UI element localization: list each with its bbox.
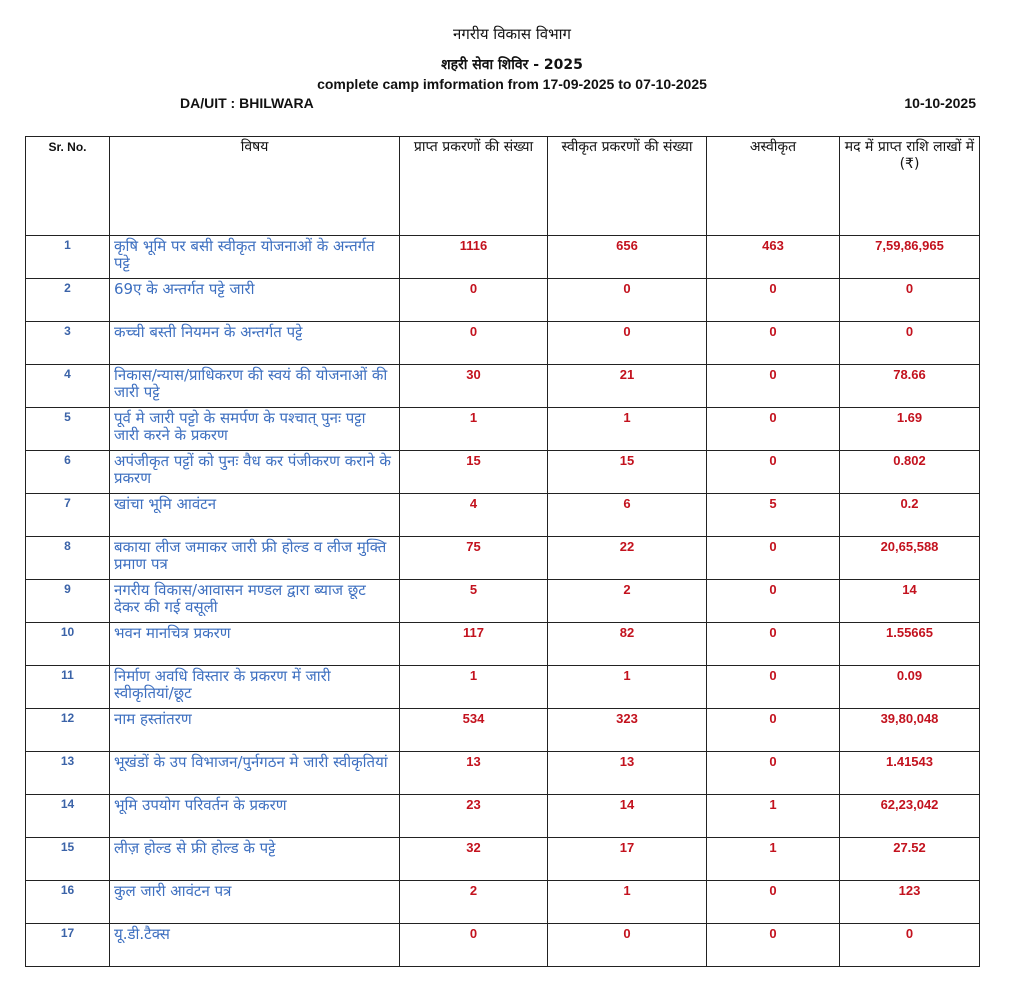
- serial-number: 4: [26, 365, 110, 408]
- table-header-row: [26, 137, 980, 236]
- col-header-approved: स्वीकृत प्रकरणों की संख्या: [548, 137, 707, 236]
- received-count: 1: [400, 408, 548, 451]
- subject-cell: अपंजीकृत पट्टों को पुनः वैध कर पंजीकरण कराने के प्रकरण: [110, 451, 400, 494]
- table-row: [26, 365, 980, 408]
- approved-count: 0: [548, 924, 707, 967]
- rejected-count: 0: [707, 451, 840, 494]
- rejected-count: 0: [707, 666, 840, 709]
- table-row: [26, 709, 980, 752]
- serial-number: 5: [26, 408, 110, 451]
- table-row: [26, 666, 980, 709]
- rejected-count: 0: [707, 752, 840, 795]
- received-count: 32: [400, 838, 548, 881]
- table-row: [26, 752, 980, 795]
- subject-cell: 69ए के अन्तर्गत पट्टे जारी: [110, 279, 400, 322]
- received-count: 4: [400, 494, 548, 537]
- table-row: [26, 580, 980, 623]
- approved-count: 323: [548, 709, 707, 752]
- subject-cell: भवन मानचित्र प्रकरण: [110, 623, 400, 666]
- rejected-count: 5: [707, 494, 840, 537]
- rejected-count: 0: [707, 365, 840, 408]
- received-count: 0: [400, 279, 548, 322]
- rejected-count: 0: [707, 279, 840, 322]
- subject-cell: निर्माण अवधि विस्तार के प्रकरण में जारी स्वीकृतियां/छूट: [110, 666, 400, 709]
- received-count: 2: [400, 881, 548, 924]
- approved-count: 1: [548, 666, 707, 709]
- table-row: [26, 494, 980, 537]
- amount-value: 78.66: [840, 365, 980, 408]
- approved-count: 656: [548, 236, 707, 279]
- serial-number: 1: [26, 236, 110, 279]
- subject-cell: भूखंडों के उप विभाजन/पुर्नगठन मे जारी स्वीकृतियां: [110, 752, 400, 795]
- serial-number: 7: [26, 494, 110, 537]
- approved-count: 15: [548, 451, 707, 494]
- approved-count: 13: [548, 752, 707, 795]
- rejected-count: 1: [707, 838, 840, 881]
- serial-number: 3: [26, 322, 110, 365]
- subject-cell: लीज़ होल्ड से फ्री होल्ड के पट्टे: [110, 838, 400, 881]
- report-date: 10-10-2025: [904, 95, 976, 111]
- amount-value: 0.09: [840, 666, 980, 709]
- serial-number: 17: [26, 924, 110, 967]
- department-title: नगरीय विकास विभाग: [453, 25, 571, 43]
- amount-value: 1.55665: [840, 623, 980, 666]
- amount-value: 0: [840, 924, 980, 967]
- da-uit-label: DA/UIT : BHILWARA: [180, 95, 314, 111]
- table-row: [26, 537, 980, 580]
- rejected-count: 1: [707, 795, 840, 838]
- subject-cell: नगरीय विकास/आवासन मण्डल द्वारा ब्याज छूट देकर की गई वसूली: [110, 580, 400, 623]
- approved-count: 0: [548, 279, 707, 322]
- serial-number: 15: [26, 838, 110, 881]
- approved-count: 0: [548, 322, 707, 365]
- serial-number: 16: [26, 881, 110, 924]
- received-count: 117: [400, 623, 548, 666]
- received-count: 534: [400, 709, 548, 752]
- amount-value: 0.802: [840, 451, 980, 494]
- approved-count: 1: [548, 408, 707, 451]
- approved-count: 2: [548, 580, 707, 623]
- received-count: 23: [400, 795, 548, 838]
- approved-count: 21: [548, 365, 707, 408]
- received-count: 0: [400, 924, 548, 967]
- approved-count: 14: [548, 795, 707, 838]
- received-count: 13: [400, 752, 548, 795]
- camp-info-table: [25, 136, 980, 967]
- table-row: [26, 408, 980, 451]
- subject-cell: भूमि उपयोग परिवर्तन के प्रकरण: [110, 795, 400, 838]
- amount-value: 1.41543: [840, 752, 980, 795]
- col-header-received: प्राप्त प्रकरणों की संख्या: [400, 137, 548, 236]
- table-row: [26, 236, 980, 279]
- col-header-sr-no: Sr. No.: [26, 137, 110, 236]
- table-row: [26, 279, 980, 322]
- received-count: 1: [400, 666, 548, 709]
- rejected-count: 0: [707, 408, 840, 451]
- amount-value: 1.69: [840, 408, 980, 451]
- amount-value: 62,23,042: [840, 795, 980, 838]
- subject-cell: निकास/न्यास/प्राधिकरण की स्वयं की योजनाओं की जारी पट्टे: [110, 365, 400, 408]
- received-count: 75: [400, 537, 548, 580]
- amount-value: 0.2: [840, 494, 980, 537]
- amount-value: 0: [840, 322, 980, 365]
- serial-number: 11: [26, 666, 110, 709]
- approved-count: 22: [548, 537, 707, 580]
- col-header-subject: विषय: [110, 137, 400, 236]
- amount-value: 0: [840, 279, 980, 322]
- subject-cell: बकाया लीज जमाकर जारी फ्री होल्ड व लीज मुक्ति प्रमाण पत्र: [110, 537, 400, 580]
- subject-cell: कुल जारी आवंटन पत्र: [110, 881, 400, 924]
- subject-cell: खांचा भूमि आवंटन: [110, 494, 400, 537]
- subject-cell: पूर्व मे जारी पट्टो के समर्पण के पश्चात् पुनः पट्टा जारी करने के प्रकरण: [110, 408, 400, 451]
- amount-value: 20,65,588: [840, 537, 980, 580]
- subject-cell: कच्ची बस्ती नियमन के अन्तर्गत पट्टे: [110, 322, 400, 365]
- rejected-count: 0: [707, 881, 840, 924]
- rejected-count: 0: [707, 709, 840, 752]
- received-count: 0: [400, 322, 548, 365]
- rejected-count: 463: [707, 236, 840, 279]
- approved-count: 1: [548, 881, 707, 924]
- amount-value: 14: [840, 580, 980, 623]
- table-row: [26, 924, 980, 967]
- table-row: [26, 881, 980, 924]
- table-row: [26, 322, 980, 365]
- camp-title: शहरी सेवा शिविर - 2025: [441, 57, 583, 73]
- amount-value: 27.52: [840, 838, 980, 881]
- serial-number: 8: [26, 537, 110, 580]
- serial-number: 9: [26, 580, 110, 623]
- amount-value: 7,59,86,965: [840, 236, 980, 279]
- serial-number: 2: [26, 279, 110, 322]
- table-row: [26, 623, 980, 666]
- received-count: 1116: [400, 236, 548, 279]
- table-row: [26, 838, 980, 881]
- received-count: 5: [400, 580, 548, 623]
- rejected-count: 0: [707, 322, 840, 365]
- amount-value: 123: [840, 881, 980, 924]
- rejected-count: 0: [707, 537, 840, 580]
- approved-count: 82: [548, 623, 707, 666]
- serial-number: 10: [26, 623, 110, 666]
- serial-number: 6: [26, 451, 110, 494]
- received-count: 30: [400, 365, 548, 408]
- serial-number: 13: [26, 752, 110, 795]
- subject-cell: कृषि भूमि पर बसी स्वीकृत योजनाओं के अन्तर्गत पट्टे: [110, 236, 400, 279]
- subject-cell: नाम हस्तांतरण: [110, 709, 400, 752]
- rejected-count: 0: [707, 623, 840, 666]
- serial-number: 12: [26, 709, 110, 752]
- table-row: [26, 795, 980, 838]
- camp-subtitle: complete camp imformation from 17-09-2025 to 07-10-2025: [317, 76, 707, 92]
- rejected-count: 0: [707, 580, 840, 623]
- rejected-count: 0: [707, 924, 840, 967]
- approved-count: 6: [548, 494, 707, 537]
- col-header-rejected: अस्वीकृत: [707, 137, 840, 236]
- received-count: 15: [400, 451, 548, 494]
- amount-value: 39,80,048: [840, 709, 980, 752]
- subject-cell: यू.डी.टैक्स: [110, 924, 400, 967]
- approved-count: 17: [548, 838, 707, 881]
- serial-number: 14: [26, 795, 110, 838]
- col-header-amount: मद में प्राप्त राशि लाखों में (₹): [840, 137, 980, 236]
- table-row: [26, 451, 980, 494]
